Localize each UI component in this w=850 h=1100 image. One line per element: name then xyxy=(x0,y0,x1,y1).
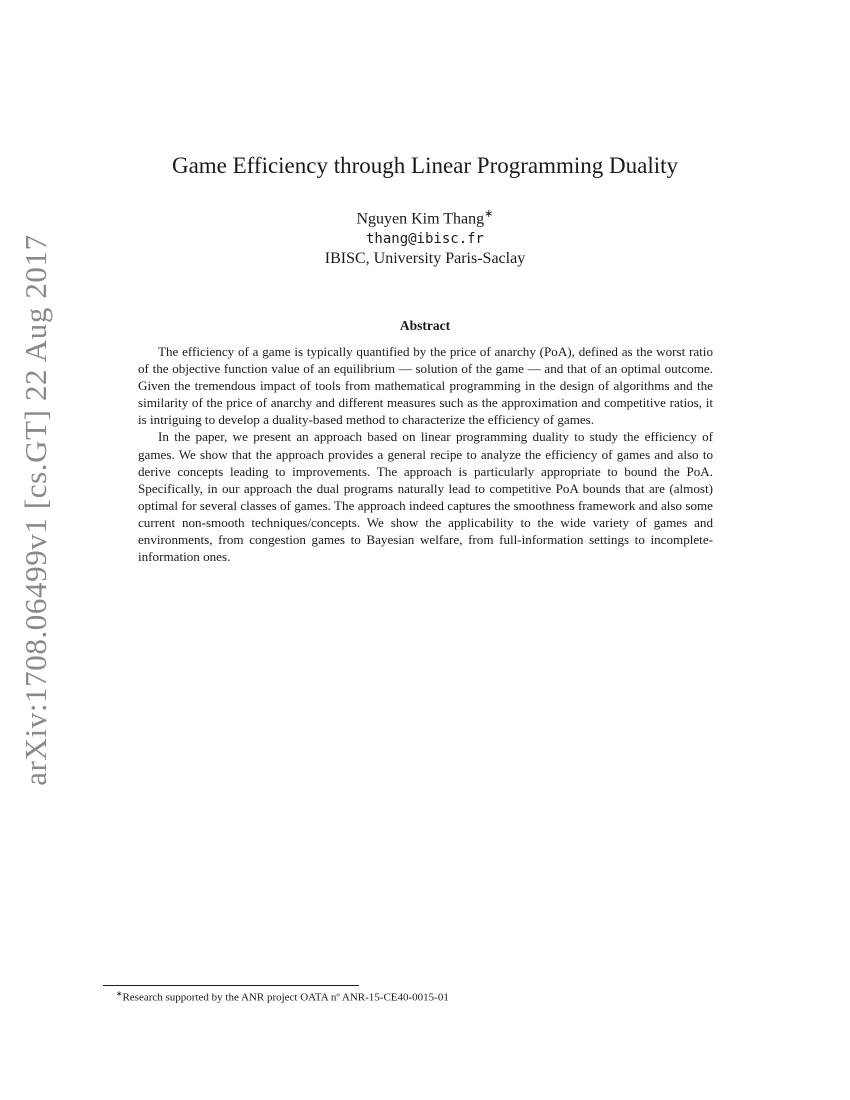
footnote-rule xyxy=(103,985,359,986)
author-affiliation: IBISC, University Paris-Saclay xyxy=(324,250,526,268)
author-footnote-marker: ∗ xyxy=(484,208,494,220)
footnote-text: Research supported by the ANR project OATA nº ANR-15-CE40-0015-01 xyxy=(122,991,449,1004)
paper-title: Game Efficiency through Linear Programming Duality xyxy=(171,153,679,178)
footnote xyxy=(116,989,449,1004)
author-email: thang@ibisc.fr xyxy=(365,231,484,248)
abstract-paragraph: The efficiency of a game is typically quantified by the price of anarchy (PoA), defined as the worst ratio of the objective function value of an equilibrium — solution of the game — and that of an optimal outcome. Given the tremendous impact of tools from mathematical programming in the design of algorithms and the similarity of the price of anarchy and different measures such as the approximation and competitive ratios, it is intriguing to develop a duality-based method to characterize the efficiency of games. xyxy=(138,344,713,428)
author-block xyxy=(0,204,850,269)
arxiv-identifier: arXiv:1708.06499v1 [cs.GT] 22 Aug 2017 xyxy=(18,234,53,786)
author-name: Nguyen Kim Thang xyxy=(356,210,485,228)
abstract-heading: Abstract xyxy=(399,318,451,333)
abstract-paragraph: In the paper, we present an approach based on linear programming duality to study the efficiency of games. We show that the approach provides a general recipe to analyze the efficiency of games and also to derive concepts leading to improvements. The approach is particularly appropriate to bound the PoA. Specifically, in our approach the dual programs naturally lead to competitive PoA bounds that are (almost) optimal for several classes of games. The approach indeed captures the smoothness framework and also some current non-smooth techniques/concepts. We show the applicability to the wide variety of games and environments, from congestion games to Bayesian welfare, from full-information settings to incomplete-information ones. xyxy=(138,429,713,565)
author-line xyxy=(0,204,850,229)
abstract-body xyxy=(138,343,713,565)
footnote-marker: ∗ xyxy=(116,989,123,998)
